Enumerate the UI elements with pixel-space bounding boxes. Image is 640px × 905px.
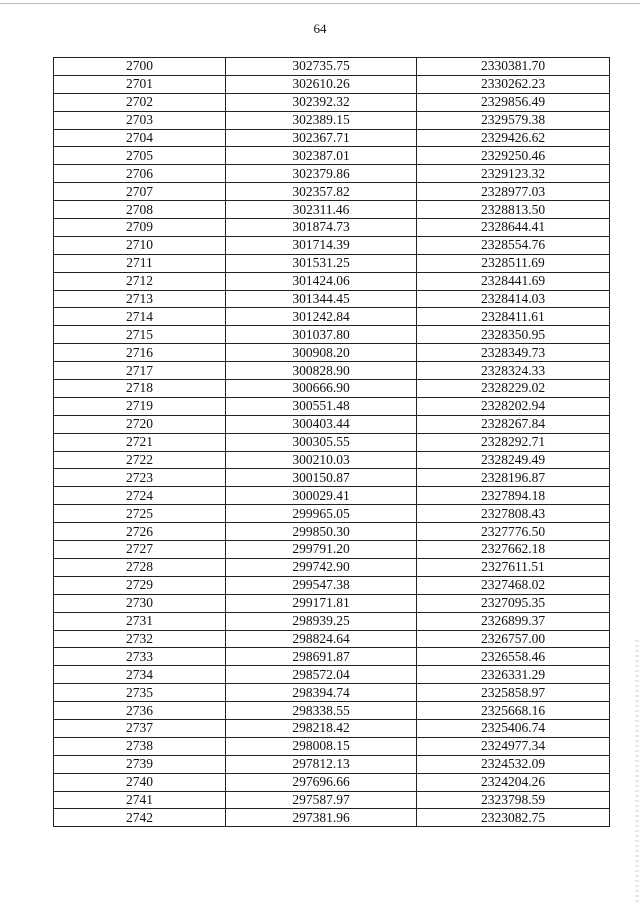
table-row — [54, 344, 610, 362]
x-coordinate-cell: 299965.05 — [226, 505, 417, 523]
table-row — [54, 737, 610, 755]
x-coordinate-cell: 300828.90 — [226, 362, 417, 380]
y-coordinate-cell: 2329579.38 — [417, 111, 610, 129]
x-coordinate-cell: 298939.25 — [226, 612, 417, 630]
y-coordinate-cell: 2325668.16 — [417, 702, 610, 720]
y-coordinate-cell: 2326757.00 — [417, 630, 610, 648]
table-row — [54, 594, 610, 612]
point-number-cell: 2721 — [54, 433, 226, 451]
point-number-cell: 2727 — [54, 541, 226, 559]
table-row — [54, 558, 610, 576]
point-number-cell: 2725 — [54, 505, 226, 523]
table-row — [54, 666, 610, 684]
y-coordinate-cell: 2329250.46 — [417, 147, 610, 165]
table-row — [54, 236, 610, 254]
table-row — [54, 93, 610, 111]
point-number-cell: 2741 — [54, 791, 226, 809]
y-coordinate-cell: 2326331.29 — [417, 666, 610, 684]
y-coordinate-cell: 2325858.97 — [417, 684, 610, 702]
y-coordinate-cell: 2328511.69 — [417, 254, 610, 272]
table-row — [54, 380, 610, 398]
table-row — [54, 648, 610, 666]
point-number-cell: 2715 — [54, 326, 226, 344]
table-row — [54, 487, 610, 505]
y-coordinate-cell: 2325406.74 — [417, 719, 610, 737]
y-coordinate-cell: 2327662.18 — [417, 541, 610, 559]
y-coordinate-cell: 2327894.18 — [417, 487, 610, 505]
table-row — [54, 612, 610, 630]
y-coordinate-cell: 2328414.03 — [417, 290, 610, 308]
y-coordinate-cell: 2330262.23 — [417, 75, 610, 93]
point-number-cell: 2710 — [54, 236, 226, 254]
point-number-cell: 2700 — [54, 58, 226, 76]
table-row — [54, 719, 610, 737]
point-number-cell: 2735 — [54, 684, 226, 702]
y-coordinate-cell: 2323082.75 — [417, 809, 610, 827]
table-row — [54, 523, 610, 541]
x-coordinate-cell: 299850.30 — [226, 523, 417, 541]
x-coordinate-cell: 297812.13 — [226, 755, 417, 773]
table-row — [54, 254, 610, 272]
y-coordinate-cell: 2327808.43 — [417, 505, 610, 523]
x-coordinate-cell: 302367.71 — [226, 129, 417, 147]
y-coordinate-cell: 2328267.84 — [417, 415, 610, 433]
x-coordinate-cell: 302735.75 — [226, 58, 417, 76]
table-row — [54, 75, 610, 93]
table-row — [54, 58, 610, 76]
y-coordinate-cell: 2328441.69 — [417, 272, 610, 290]
x-coordinate-cell: 300029.41 — [226, 487, 417, 505]
point-number-cell: 2728 — [54, 558, 226, 576]
x-coordinate-cell: 302387.01 — [226, 147, 417, 165]
table-row — [54, 219, 610, 237]
x-coordinate-cell: 298691.87 — [226, 648, 417, 666]
point-number-cell: 2705 — [54, 147, 226, 165]
point-number-cell: 2718 — [54, 380, 226, 398]
scan-edge-marks — [635, 640, 639, 905]
x-coordinate-cell: 302610.26 — [226, 75, 417, 93]
x-coordinate-cell: 302392.32 — [226, 93, 417, 111]
x-coordinate-cell: 297587.97 — [226, 791, 417, 809]
point-number-cell: 2722 — [54, 451, 226, 469]
point-number-cell: 2707 — [54, 183, 226, 201]
x-coordinate-cell: 298572.04 — [226, 666, 417, 684]
x-coordinate-cell: 300210.03 — [226, 451, 417, 469]
top-rule — [0, 3, 640, 4]
x-coordinate-cell: 300551.48 — [226, 397, 417, 415]
y-coordinate-cell: 2329426.62 — [417, 129, 610, 147]
point-number-cell: 2719 — [54, 397, 226, 415]
table-row — [54, 684, 610, 702]
point-number-cell: 2704 — [54, 129, 226, 147]
point-number-cell: 2731 — [54, 612, 226, 630]
table-row — [54, 326, 610, 344]
x-coordinate-cell: 297696.66 — [226, 773, 417, 791]
table-row — [54, 147, 610, 165]
table-row — [54, 630, 610, 648]
table-body — [54, 58, 610, 827]
coordinates-table — [53, 57, 610, 827]
table-row — [54, 433, 610, 451]
y-coordinate-cell: 2328202.94 — [417, 397, 610, 415]
table-row — [54, 702, 610, 720]
x-coordinate-cell: 301344.45 — [226, 290, 417, 308]
x-coordinate-cell: 300908.20 — [226, 344, 417, 362]
x-coordinate-cell: 299171.81 — [226, 594, 417, 612]
table-row — [54, 129, 610, 147]
point-number-cell: 2712 — [54, 272, 226, 290]
y-coordinate-cell: 2328324.33 — [417, 362, 610, 380]
point-number-cell: 2734 — [54, 666, 226, 684]
y-coordinate-cell: 2328411.61 — [417, 308, 610, 326]
table-row — [54, 272, 610, 290]
point-number-cell: 2740 — [54, 773, 226, 791]
y-coordinate-cell: 2330381.70 — [417, 58, 610, 76]
point-number-cell: 2739 — [54, 755, 226, 773]
x-coordinate-cell: 299791.20 — [226, 541, 417, 559]
point-number-cell: 2729 — [54, 576, 226, 594]
table-row — [54, 469, 610, 487]
point-number-cell: 2732 — [54, 630, 226, 648]
x-coordinate-cell: 298338.55 — [226, 702, 417, 720]
x-coordinate-cell: 301531.25 — [226, 254, 417, 272]
page-number: 64 — [313, 21, 327, 36]
table-row — [54, 415, 610, 433]
table-row — [54, 505, 610, 523]
x-coordinate-cell: 302357.82 — [226, 183, 417, 201]
y-coordinate-cell: 2327611.51 — [417, 558, 610, 576]
y-coordinate-cell: 2327468.02 — [417, 576, 610, 594]
table-row — [54, 541, 610, 559]
y-coordinate-cell: 2328196.87 — [417, 469, 610, 487]
x-coordinate-cell: 297381.96 — [226, 809, 417, 827]
point-number-cell: 2702 — [54, 93, 226, 111]
x-coordinate-cell: 301874.73 — [226, 219, 417, 237]
point-number-cell: 2738 — [54, 737, 226, 755]
x-coordinate-cell: 302389.15 — [226, 111, 417, 129]
x-coordinate-cell: 301037.80 — [226, 326, 417, 344]
table-row — [54, 397, 610, 415]
point-number-cell: 2711 — [54, 254, 226, 272]
x-coordinate-cell: 302379.86 — [226, 165, 417, 183]
y-coordinate-cell: 2326899.37 — [417, 612, 610, 630]
x-coordinate-cell: 300150.87 — [226, 469, 417, 487]
point-number-cell: 2723 — [54, 469, 226, 487]
table-row — [54, 165, 610, 183]
table-row — [54, 201, 610, 219]
x-coordinate-cell: 298824.64 — [226, 630, 417, 648]
y-coordinate-cell: 2328249.49 — [417, 451, 610, 469]
point-number-cell: 2724 — [54, 487, 226, 505]
x-coordinate-cell: 298394.74 — [226, 684, 417, 702]
x-coordinate-cell: 301424.06 — [226, 272, 417, 290]
point-number-cell: 2706 — [54, 165, 226, 183]
y-coordinate-cell: 2329123.32 — [417, 165, 610, 183]
point-number-cell: 2733 — [54, 648, 226, 666]
table-row — [54, 111, 610, 129]
y-coordinate-cell: 2327776.50 — [417, 523, 610, 541]
point-number-cell: 2730 — [54, 594, 226, 612]
x-coordinate-cell: 299742.90 — [226, 558, 417, 576]
table-row — [54, 451, 610, 469]
x-coordinate-cell: 300305.55 — [226, 433, 417, 451]
point-number-cell: 2717 — [54, 362, 226, 380]
y-coordinate-cell: 2328292.71 — [417, 433, 610, 451]
y-coordinate-cell: 2328813.50 — [417, 201, 610, 219]
point-number-cell: 2742 — [54, 809, 226, 827]
y-coordinate-cell: 2328977.03 — [417, 183, 610, 201]
y-coordinate-cell: 2324204.26 — [417, 773, 610, 791]
x-coordinate-cell: 300403.44 — [226, 415, 417, 433]
point-number-cell: 2709 — [54, 219, 226, 237]
point-number-cell: 2703 — [54, 111, 226, 129]
y-coordinate-cell: 2329856.49 — [417, 93, 610, 111]
point-number-cell: 2716 — [54, 344, 226, 362]
x-coordinate-cell: 300666.90 — [226, 380, 417, 398]
point-number-cell: 2720 — [54, 415, 226, 433]
point-number-cell: 2708 — [54, 201, 226, 219]
y-coordinate-cell: 2328350.95 — [417, 326, 610, 344]
x-coordinate-cell: 298008.15 — [226, 737, 417, 755]
x-coordinate-cell: 298218.42 — [226, 719, 417, 737]
y-coordinate-cell: 2328229.02 — [417, 380, 610, 398]
point-number-cell: 2701 — [54, 75, 226, 93]
table-row — [54, 362, 610, 380]
table-row — [54, 773, 610, 791]
table-row — [54, 308, 610, 326]
point-number-cell: 2713 — [54, 290, 226, 308]
y-coordinate-cell: 2328349.73 — [417, 344, 610, 362]
table-row — [54, 755, 610, 773]
table-row — [54, 576, 610, 594]
point-number-cell: 2737 — [54, 719, 226, 737]
y-coordinate-cell: 2328644.41 — [417, 219, 610, 237]
y-coordinate-cell: 2328554.76 — [417, 236, 610, 254]
y-coordinate-cell: 2324977.34 — [417, 737, 610, 755]
x-coordinate-cell: 302311.46 — [226, 201, 417, 219]
y-coordinate-cell: 2323798.59 — [417, 791, 610, 809]
point-number-cell: 2726 — [54, 523, 226, 541]
x-coordinate-cell: 299547.38 — [226, 576, 417, 594]
y-coordinate-cell: 2327095.35 — [417, 594, 610, 612]
y-coordinate-cell: 2324532.09 — [417, 755, 610, 773]
table-row — [54, 791, 610, 809]
table-row — [54, 183, 610, 201]
y-coordinate-cell: 2326558.46 — [417, 648, 610, 666]
x-coordinate-cell: 301714.39 — [226, 236, 417, 254]
point-number-cell: 2736 — [54, 702, 226, 720]
x-coordinate-cell: 301242.84 — [226, 308, 417, 326]
table-row — [54, 809, 610, 827]
point-number-cell: 2714 — [54, 308, 226, 326]
table-row — [54, 290, 610, 308]
